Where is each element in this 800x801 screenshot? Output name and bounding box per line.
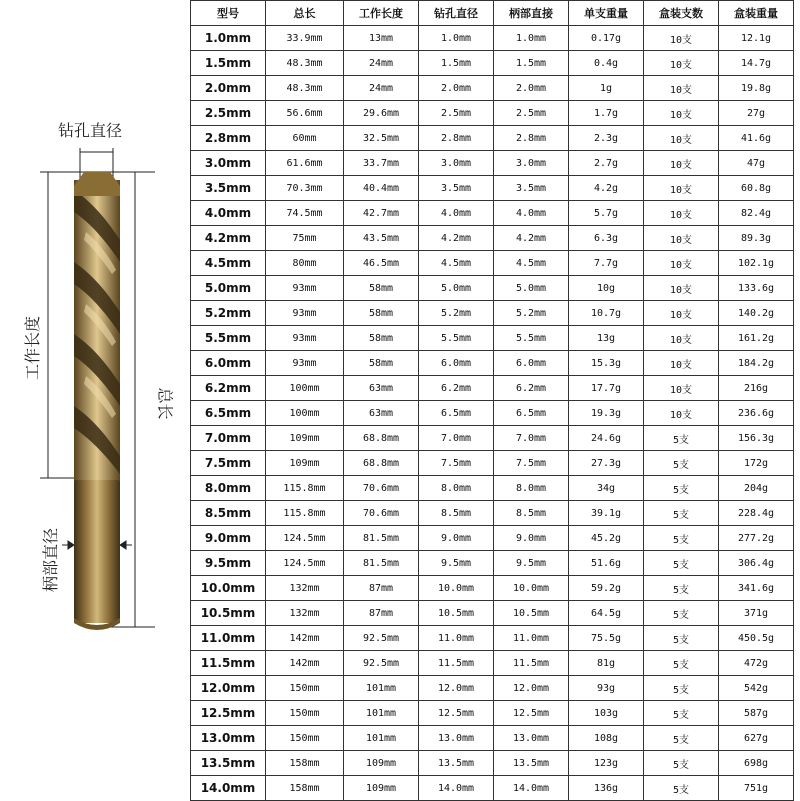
- cell-unit-weight: 27.3g: [569, 451, 644, 476]
- cell-working-length: 40.4mm: [344, 176, 419, 201]
- cell-drill-diameter: 10.0mm: [419, 576, 494, 601]
- cell-working-length: 24mm: [344, 51, 419, 76]
- cell-shank-diameter: 6.5mm: [494, 401, 569, 426]
- cell-working-length: 81.5mm: [344, 551, 419, 576]
- cell-box-count: 10支: [644, 26, 719, 51]
- cell-box-weight: 751g: [719, 776, 794, 801]
- cell-shank-diameter: 9.5mm: [494, 551, 569, 576]
- table-row: [191, 276, 794, 301]
- cell-shank-diameter: 2.5mm: [494, 101, 569, 126]
- cell-model: 11.0mm: [191, 626, 266, 651]
- cell-box-count: 10支: [644, 126, 719, 151]
- cell-box-count: 5支: [644, 576, 719, 601]
- cell-box-weight: 542g: [719, 676, 794, 701]
- cell-drill-diameter: 1.5mm: [419, 51, 494, 76]
- cell-shank-diameter: 6.2mm: [494, 376, 569, 401]
- cell-unit-weight: 75.5g: [569, 626, 644, 651]
- cell-drill-diameter: 12.5mm: [419, 701, 494, 726]
- cell-unit-weight: 1g: [569, 76, 644, 101]
- cell-total-length: 124.5mm: [266, 551, 344, 576]
- table-row: [191, 351, 794, 376]
- table-header-row: [191, 1, 794, 26]
- cell-shank-diameter: 11.0mm: [494, 626, 569, 651]
- cell-model: 14.0mm: [191, 776, 266, 801]
- table-row: [191, 651, 794, 676]
- cell-box-weight: 306.4g: [719, 551, 794, 576]
- table-row: [191, 426, 794, 451]
- cell-model: 4.5mm: [191, 251, 266, 276]
- table-row: [191, 126, 794, 151]
- cell-drill-diameter: 5.0mm: [419, 276, 494, 301]
- cell-model: 7.5mm: [191, 451, 266, 476]
- table-row: [191, 526, 794, 551]
- cell-unit-weight: 0.4g: [569, 51, 644, 76]
- cell-shank-diameter: 14.0mm: [494, 776, 569, 801]
- cell-total-length: 61.6mm: [266, 151, 344, 176]
- cell-shank-diameter: 12.5mm: [494, 701, 569, 726]
- cell-working-length: 87mm: [344, 601, 419, 626]
- cell-shank-diameter: 5.5mm: [494, 326, 569, 351]
- table-row: [191, 701, 794, 726]
- cell-box-weight: 277.2g: [719, 526, 794, 551]
- cell-total-length: 150mm: [266, 676, 344, 701]
- cell-box-count: 5支: [644, 776, 719, 801]
- cell-unit-weight: 4.2g: [569, 176, 644, 201]
- cell-model: 9.0mm: [191, 526, 266, 551]
- cell-box-count: 10支: [644, 376, 719, 401]
- cell-working-length: 92.5mm: [344, 626, 419, 651]
- cell-box-weight: 204g: [719, 476, 794, 501]
- cell-unit-weight: 13g: [569, 326, 644, 351]
- cell-box-weight: 236.6g: [719, 401, 794, 426]
- cell-box-count: 5支: [644, 526, 719, 551]
- cell-box-weight: 82.4g: [719, 201, 794, 226]
- cell-model: 5.2mm: [191, 301, 266, 326]
- cell-box-count: 10支: [644, 176, 719, 201]
- cell-box-weight: 371g: [719, 601, 794, 626]
- cell-box-weight: 60.8g: [719, 176, 794, 201]
- cell-drill-diameter: 4.2mm: [419, 226, 494, 251]
- cell-model: 8.0mm: [191, 476, 266, 501]
- cell-total-length: 158mm: [266, 776, 344, 801]
- cell-box-weight: 133.6g: [719, 276, 794, 301]
- cell-drill-diameter: 4.5mm: [419, 251, 494, 276]
- cell-shank-diameter: 11.5mm: [494, 651, 569, 676]
- cell-drill-diameter: 4.0mm: [419, 201, 494, 226]
- cell-box-count: 5支: [644, 601, 719, 626]
- table-row: [191, 626, 794, 651]
- table-row: [191, 201, 794, 226]
- cell-box-count: 5支: [644, 701, 719, 726]
- table-row: [191, 76, 794, 101]
- cell-working-length: 63mm: [344, 401, 419, 426]
- cell-working-length: 63mm: [344, 376, 419, 401]
- cell-drill-diameter: 5.5mm: [419, 326, 494, 351]
- cell-total-length: 109mm: [266, 426, 344, 451]
- cell-total-length: 93mm: [266, 276, 344, 301]
- cell-unit-weight: 39.1g: [569, 501, 644, 526]
- cell-shank-diameter: 9.0mm: [494, 526, 569, 551]
- cell-model: 1.5mm: [191, 51, 266, 76]
- cell-shank-diameter: 5.2mm: [494, 301, 569, 326]
- cell-unit-weight: 10.7g: [569, 301, 644, 326]
- cell-drill-diameter: 3.5mm: [419, 176, 494, 201]
- table-row: [191, 226, 794, 251]
- cell-model: 8.5mm: [191, 501, 266, 526]
- cell-unit-weight: 103g: [569, 701, 644, 726]
- cell-box-weight: 89.3g: [719, 226, 794, 251]
- cell-total-length: 124.5mm: [266, 526, 344, 551]
- cell-box-weight: 140.2g: [719, 301, 794, 326]
- cell-shank-diameter: 10.0mm: [494, 576, 569, 601]
- cell-drill-diameter: 7.0mm: [419, 426, 494, 451]
- cell-working-length: 29.6mm: [344, 101, 419, 126]
- cell-working-length: 46.5mm: [344, 251, 419, 276]
- cell-box-weight: 341.6g: [719, 576, 794, 601]
- cell-box-weight: 12.1g: [719, 26, 794, 51]
- drill-diagram: [0, 0, 190, 800]
- cell-unit-weight: 81g: [569, 651, 644, 676]
- header-drill-diameter: 钻孔直径: [419, 1, 494, 26]
- table-row: [191, 301, 794, 326]
- cell-box-count: 10支: [644, 101, 719, 126]
- cell-total-length: 56.6mm: [266, 101, 344, 126]
- header-box-count: 盒装支数: [644, 1, 719, 26]
- cell-model: 1.0mm: [191, 26, 266, 51]
- cell-model: 6.5mm: [191, 401, 266, 426]
- cell-total-length: 132mm: [266, 576, 344, 601]
- cell-box-count: 10支: [644, 351, 719, 376]
- cell-box-weight: 172g: [719, 451, 794, 476]
- table-row: [191, 451, 794, 476]
- cell-total-length: 70.3mm: [266, 176, 344, 201]
- cell-drill-diameter: 2.5mm: [419, 101, 494, 126]
- cell-model: 13.5mm: [191, 751, 266, 776]
- drill-diameter-label: 钻孔直径: [58, 121, 123, 140]
- cell-box-count: 5支: [644, 551, 719, 576]
- table-row: [191, 101, 794, 126]
- cell-drill-diameter: 9.0mm: [419, 526, 494, 551]
- cell-box-weight: 19.8g: [719, 76, 794, 101]
- cell-working-length: 68.8mm: [344, 451, 419, 476]
- table-row: [191, 726, 794, 751]
- cell-working-length: 101mm: [344, 676, 419, 701]
- cell-unit-weight: 0.17g: [569, 26, 644, 51]
- table-row: [191, 176, 794, 201]
- cell-working-length: 33.7mm: [344, 151, 419, 176]
- cell-box-count: 5支: [644, 451, 719, 476]
- cell-working-length: 109mm: [344, 751, 419, 776]
- cell-shank-diameter: 10.5mm: [494, 601, 569, 626]
- cell-unit-weight: 51.6g: [569, 551, 644, 576]
- cell-drill-diameter: 6.5mm: [419, 401, 494, 426]
- cell-total-length: 150mm: [266, 701, 344, 726]
- cell-shank-diameter: 8.0mm: [494, 476, 569, 501]
- cell-working-length: 70.6mm: [344, 501, 419, 526]
- total-length-label: 总长: [155, 387, 175, 420]
- cell-unit-weight: 93g: [569, 676, 644, 701]
- cell-model: 10.0mm: [191, 576, 266, 601]
- cell-box-count: 10支: [644, 151, 719, 176]
- table-row: [191, 676, 794, 701]
- cell-total-length: 75mm: [266, 226, 344, 251]
- cell-working-length: 68.8mm: [344, 426, 419, 451]
- cell-box-count: 5支: [644, 476, 719, 501]
- cell-box-count: 10支: [644, 51, 719, 76]
- cell-shank-diameter: 13.5mm: [494, 751, 569, 776]
- cell-drill-diameter: 12.0mm: [419, 676, 494, 701]
- cell-box-count: 5支: [644, 676, 719, 701]
- cell-box-weight: 216g: [719, 376, 794, 401]
- cell-working-length: 58mm: [344, 276, 419, 301]
- shank-diameter-label: 柄部直径: [41, 527, 60, 592]
- table-row: [191, 551, 794, 576]
- cell-model: 2.5mm: [191, 101, 266, 126]
- cell-box-count: 5支: [644, 626, 719, 651]
- cell-working-length: 24mm: [344, 76, 419, 101]
- cell-total-length: 132mm: [266, 601, 344, 626]
- table-row: [191, 601, 794, 626]
- header-box-weight: 盒装重量: [719, 1, 794, 26]
- cell-total-length: 115.8mm: [266, 501, 344, 526]
- cell-box-count: 5支: [644, 501, 719, 526]
- cell-model: 12.0mm: [191, 676, 266, 701]
- spec-table: [190, 0, 794, 801]
- cell-drill-diameter: 2.0mm: [419, 76, 494, 101]
- cell-unit-weight: 24.6g: [569, 426, 644, 451]
- cell-shank-diameter: 2.0mm: [494, 76, 569, 101]
- cell-shank-diameter: 4.2mm: [494, 226, 569, 251]
- cell-total-length: 80mm: [266, 251, 344, 276]
- cell-model: 2.0mm: [191, 76, 266, 101]
- cell-model: 3.5mm: [191, 176, 266, 201]
- cell-shank-diameter: 13.0mm: [494, 726, 569, 751]
- cell-box-weight: 102.1g: [719, 251, 794, 276]
- table-body: [191, 26, 794, 801]
- cell-unit-weight: 2.3g: [569, 126, 644, 151]
- working-length-label: 工作长度: [23, 315, 42, 380]
- cell-drill-diameter: 11.0mm: [419, 626, 494, 651]
- cell-working-length: 109mm: [344, 776, 419, 801]
- cell-model: 10.5mm: [191, 601, 266, 626]
- cell-box-weight: 156.3g: [719, 426, 794, 451]
- cell-working-length: 87mm: [344, 576, 419, 601]
- table-row: [191, 401, 794, 426]
- cell-total-length: 48.3mm: [266, 51, 344, 76]
- cell-drill-diameter: 13.5mm: [419, 751, 494, 776]
- cell-model: 11.5mm: [191, 651, 266, 676]
- table-row: [191, 476, 794, 501]
- cell-drill-diameter: 7.5mm: [419, 451, 494, 476]
- cell-drill-diameter: 14.0mm: [419, 776, 494, 801]
- cell-box-count: 10支: [644, 401, 719, 426]
- cell-drill-diameter: 5.2mm: [419, 301, 494, 326]
- cell-unit-weight: 19.3g: [569, 401, 644, 426]
- cell-box-count: 5支: [644, 651, 719, 676]
- cell-drill-diameter: 6.2mm: [419, 376, 494, 401]
- cell-box-weight: 450.5g: [719, 626, 794, 651]
- table-row: [191, 51, 794, 76]
- cell-unit-weight: 15.3g: [569, 351, 644, 376]
- cell-unit-weight: 10g: [569, 276, 644, 301]
- cell-working-length: 70.6mm: [344, 476, 419, 501]
- cell-working-length: 101mm: [344, 726, 419, 751]
- cell-drill-diameter: 2.8mm: [419, 126, 494, 151]
- cell-total-length: 74.5mm: [266, 201, 344, 226]
- cell-total-length: 158mm: [266, 751, 344, 776]
- cell-total-length: 142mm: [266, 651, 344, 676]
- cell-drill-diameter: 3.0mm: [419, 151, 494, 176]
- cell-shank-diameter: 5.0mm: [494, 276, 569, 301]
- cell-working-length: 58mm: [344, 326, 419, 351]
- cell-shank-diameter: 12.0mm: [494, 676, 569, 701]
- cell-unit-weight: 123g: [569, 751, 644, 776]
- cell-box-weight: 184.2g: [719, 351, 794, 376]
- cell-unit-weight: 136g: [569, 776, 644, 801]
- cell-shank-diameter: 7.0mm: [494, 426, 569, 451]
- cell-working-length: 42.7mm: [344, 201, 419, 226]
- cell-box-count: 10支: [644, 251, 719, 276]
- cell-unit-weight: 7.7g: [569, 251, 644, 276]
- cell-model: 4.0mm: [191, 201, 266, 226]
- cell-shank-diameter: 1.5mm: [494, 51, 569, 76]
- cell-shank-diameter: 1.0mm: [494, 26, 569, 51]
- cell-total-length: 93mm: [266, 326, 344, 351]
- table-row: [191, 326, 794, 351]
- cell-box-count: 10支: [644, 326, 719, 351]
- cell-box-count: 5支: [644, 726, 719, 751]
- table-row: [191, 251, 794, 276]
- cell-shank-diameter: 7.5mm: [494, 451, 569, 476]
- table-row: [191, 376, 794, 401]
- cell-box-weight: 41.6g: [719, 126, 794, 151]
- cell-total-length: 115.8mm: [266, 476, 344, 501]
- cell-shank-diameter: 6.0mm: [494, 351, 569, 376]
- cell-model: 13.0mm: [191, 726, 266, 751]
- cell-box-weight: 14.7g: [719, 51, 794, 76]
- cell-box-weight: 161.2g: [719, 326, 794, 351]
- cell-total-length: 60mm: [266, 126, 344, 151]
- cell-drill-diameter: 6.0mm: [419, 351, 494, 376]
- cell-unit-weight: 59.2g: [569, 576, 644, 601]
- cell-drill-diameter: 9.5mm: [419, 551, 494, 576]
- cell-box-count: 5支: [644, 426, 719, 451]
- cell-model: 6.0mm: [191, 351, 266, 376]
- cell-shank-diameter: 8.5mm: [494, 501, 569, 526]
- cell-model: 4.2mm: [191, 226, 266, 251]
- cell-total-length: 100mm: [266, 401, 344, 426]
- cell-box-weight: 27g: [719, 101, 794, 126]
- cell-working-length: 43.5mm: [344, 226, 419, 251]
- cell-model: 2.8mm: [191, 126, 266, 151]
- cell-box-count: 10支: [644, 276, 719, 301]
- table-row: [191, 576, 794, 601]
- cell-drill-diameter: 11.5mm: [419, 651, 494, 676]
- cell-working-length: 13mm: [344, 26, 419, 51]
- header-total-length: 总长: [266, 1, 344, 26]
- cell-model: 12.5mm: [191, 701, 266, 726]
- cell-model: 3.0mm: [191, 151, 266, 176]
- cell-model: 6.2mm: [191, 376, 266, 401]
- cell-drill-diameter: 8.5mm: [419, 501, 494, 526]
- cell-working-length: 58mm: [344, 301, 419, 326]
- cell-unit-weight: 108g: [569, 726, 644, 751]
- cell-total-length: 100mm: [266, 376, 344, 401]
- header-unit-weight: 单支重量: [569, 1, 644, 26]
- cell-box-weight: 228.4g: [719, 501, 794, 526]
- cell-total-length: 93mm: [266, 351, 344, 376]
- cell-drill-diameter: 8.0mm: [419, 476, 494, 501]
- cell-unit-weight: 2.7g: [569, 151, 644, 176]
- cell-shank-diameter: 4.5mm: [494, 251, 569, 276]
- cell-box-weight: 472g: [719, 651, 794, 676]
- cell-box-count: 10支: [644, 76, 719, 101]
- cell-working-length: 81.5mm: [344, 526, 419, 551]
- cell-total-length: 33.9mm: [266, 26, 344, 51]
- cell-box-count: 10支: [644, 226, 719, 251]
- cell-drill-diameter: 1.0mm: [419, 26, 494, 51]
- cell-working-length: 32.5mm: [344, 126, 419, 151]
- cell-unit-weight: 1.7g: [569, 101, 644, 126]
- cell-unit-weight: 6.3g: [569, 226, 644, 251]
- cell-box-weight: 47g: [719, 151, 794, 176]
- cell-unit-weight: 64.5g: [569, 601, 644, 626]
- header-working-length: 工作长度: [344, 1, 419, 26]
- cell-drill-diameter: 10.5mm: [419, 601, 494, 626]
- cell-model: 9.5mm: [191, 551, 266, 576]
- cell-unit-weight: 5.7g: [569, 201, 644, 226]
- cell-model: 5.5mm: [191, 326, 266, 351]
- cell-unit-weight: 17.7g: [569, 376, 644, 401]
- cell-model: 7.0mm: [191, 426, 266, 451]
- header-model: 型号: [191, 1, 266, 26]
- table-row: [191, 776, 794, 801]
- table-row: [191, 151, 794, 176]
- cell-working-length: 101mm: [344, 701, 419, 726]
- cell-shank-diameter: 3.0mm: [494, 151, 569, 176]
- table-row: [191, 751, 794, 776]
- cell-box-count: 5支: [644, 751, 719, 776]
- cell-box-weight: 698g: [719, 751, 794, 776]
- cell-total-length: 150mm: [266, 726, 344, 751]
- cell-shank-diameter: 3.5mm: [494, 176, 569, 201]
- cell-drill-diameter: 13.0mm: [419, 726, 494, 751]
- cell-total-length: 109mm: [266, 451, 344, 476]
- cell-box-weight: 627g: [719, 726, 794, 751]
- cell-working-length: 92.5mm: [344, 651, 419, 676]
- cell-total-length: 93mm: [266, 301, 344, 326]
- cell-box-count: 10支: [644, 301, 719, 326]
- cell-shank-diameter: 4.0mm: [494, 201, 569, 226]
- cell-total-length: 48.3mm: [266, 76, 344, 101]
- cell-total-length: 142mm: [266, 626, 344, 651]
- cell-unit-weight: 45.2g: [569, 526, 644, 551]
- cell-unit-weight: 34g: [569, 476, 644, 501]
- cell-model: 5.0mm: [191, 276, 266, 301]
- cell-shank-diameter: 2.8mm: [494, 126, 569, 151]
- header-shank-diameter: 柄部直接: [494, 1, 569, 26]
- table-row: [191, 26, 794, 51]
- cell-box-count: 10支: [644, 201, 719, 226]
- table-row: [191, 501, 794, 526]
- cell-box-weight: 587g: [719, 701, 794, 726]
- cell-working-length: 58mm: [344, 351, 419, 376]
